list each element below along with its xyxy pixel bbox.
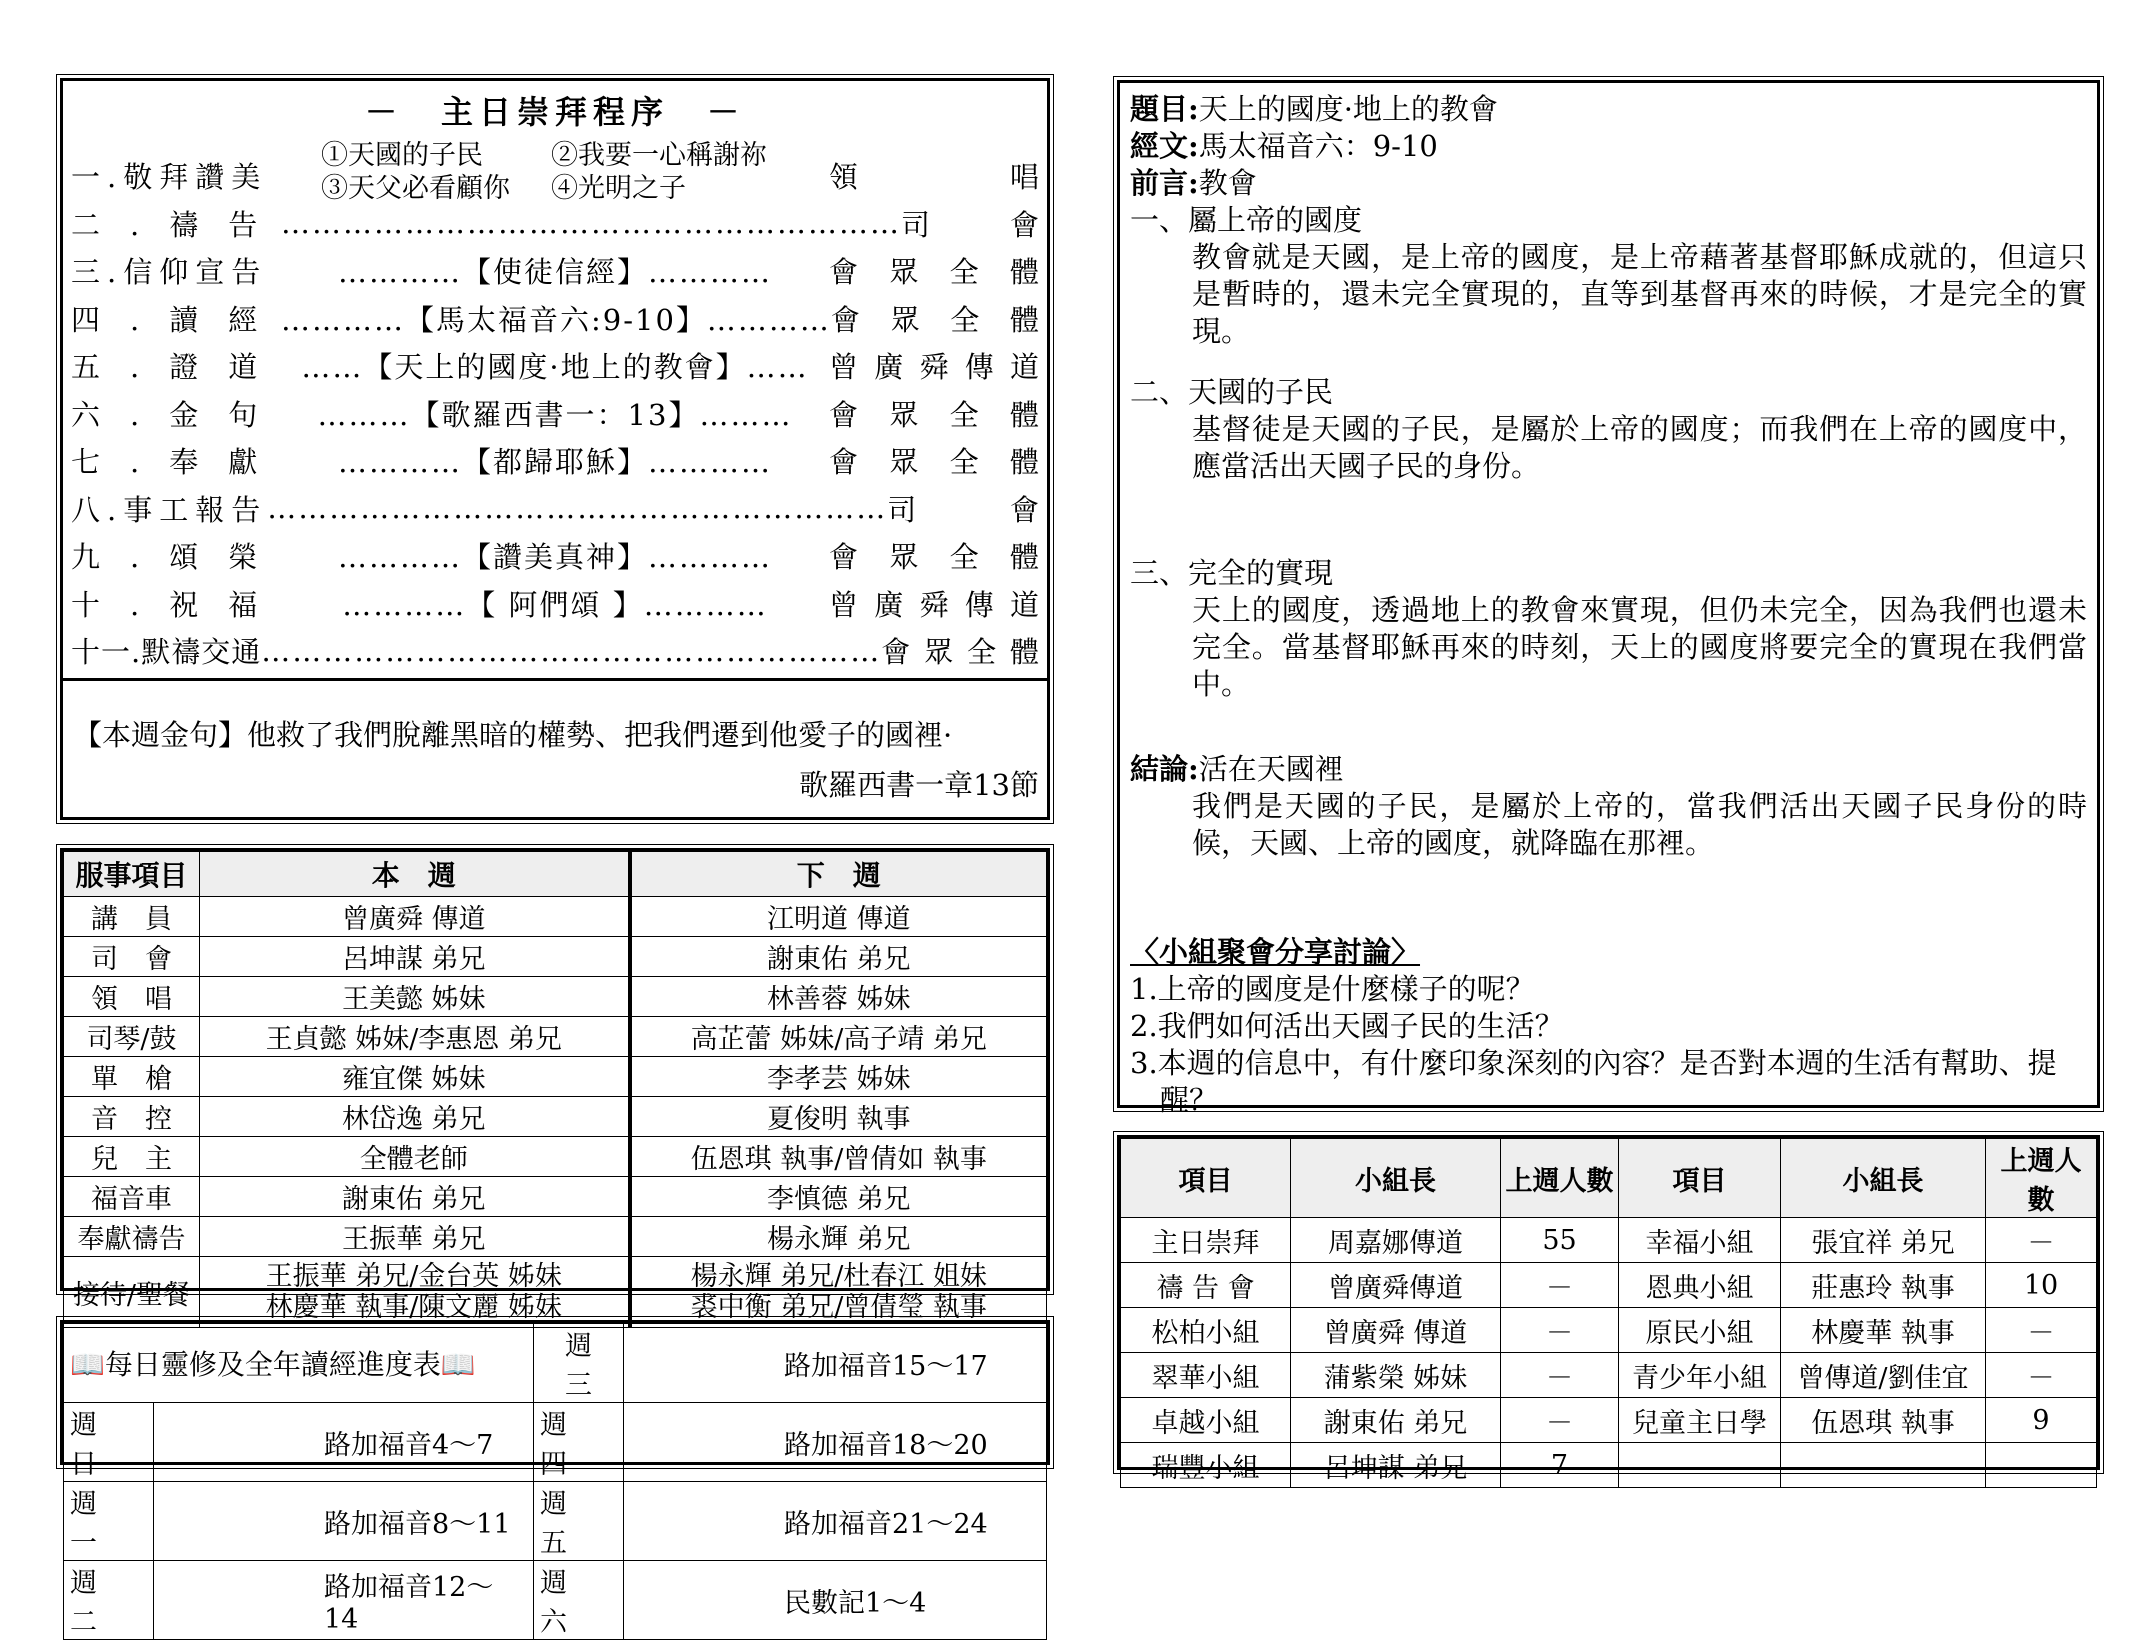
count-cell: － [1986, 1353, 2097, 1398]
table-row [64, 897, 1047, 937]
leader-cell: 曾傳道/劉佳宜 [1781, 1353, 1986, 1398]
next-week-cell: 謝東佑 弟兄 [630, 937, 1047, 977]
table-row [64, 1257, 1047, 1328]
service-roster-box [60, 848, 1050, 1323]
day-label: 週 五 [534, 1482, 624, 1561]
program-item-detail: …………【 阿們頌 】………… [342, 587, 768, 622]
section-1-body: 教會就是天國，是上帝的國度，是上帝藉著基督耶穌成就的，但這只是暫時的，還未完全實現的，直等到基督再來的時候，才是完全的實現。 [1192, 240, 2087, 348]
group-name-cell: 松柏小組 [1121, 1308, 1291, 1353]
group-name-cell: 翠華小組 [1121, 1353, 1291, 1398]
leader-cell: 伍恩琪 執事 [1781, 1398, 1986, 1443]
program-item-label: 六.金句 [71, 397, 288, 432]
this-week-cell: 曾廣舜 傳道 [200, 897, 630, 937]
program-item-detail: …………【讚美真神】………… [337, 540, 772, 574]
program-item-label: 十.祝福 [71, 587, 288, 622]
next-week-cell: 李孝芸 姊妹 [630, 1057, 1047, 1097]
worship-program-box [60, 78, 1050, 820]
leader-cell: 曾廣舜 傳道 [1291, 1308, 1501, 1353]
program-item-label: 二.禱告 [71, 207, 288, 242]
program-item [71, 250, 1039, 291]
question-3: 3.本週的信息中，有什麼印象深刻的內容？是否對本週的生活有幫助、提醒？ [1130, 1046, 2057, 1117]
count-cell: － [1986, 1218, 2097, 1263]
reading-title: 📖每日靈修及全年讀經進度表📖 [64, 1324, 534, 1403]
column-header: 項目 [1619, 1139, 1781, 1218]
column-header: 項目 [1121, 1139, 1291, 1218]
table-row [64, 1324, 1047, 1403]
question-2: 2.我們如何活出天國子民的生活？ [1130, 1009, 1564, 1043]
count-cell: － [1501, 1398, 1619, 1443]
day-label: 週 日 [64, 1403, 154, 1482]
group-name-cell: 卓越小組 [1121, 1398, 1291, 1443]
table-row [64, 1057, 1047, 1097]
program-item [71, 583, 1039, 624]
program-item-detail: …………【馬太福音六:9-10】………… [281, 302, 831, 337]
conclusion-label: 結論: [1130, 752, 1199, 786]
section-2-heading: 二、天國的子民 [1130, 375, 1334, 409]
next-week-cell: 林善蓉 姊妹 [630, 977, 1047, 1017]
scripture-text: 馬太福音六：9-10 [1198, 129, 1438, 163]
leader-cell: 謝東佑 弟兄 [1291, 1398, 1501, 1443]
program-item [71, 345, 1039, 386]
reading-text: 民數記1～4 [624, 1561, 1047, 1640]
program-title: － 主日崇拜程序 － [364, 93, 745, 131]
reading-text: 路加福音8～11 [154, 1482, 534, 1561]
small-groups-box [1117, 1135, 2100, 1484]
service-roster-table [63, 851, 1047, 1328]
program-item-label: 四.讀經 [71, 302, 288, 337]
count-cell: 10 [1986, 1263, 2097, 1308]
this-week-name: 王振華 弟兄/金台英 姊妹 [265, 1261, 562, 1292]
count-cell: － [1501, 1263, 1619, 1308]
section-1-heading: 一、屬上帝的國度 [1130, 203, 1363, 237]
conclusion-text: 活在天國裡 [1198, 752, 1344, 786]
program-item-detail: …………………………………………………… [267, 491, 888, 525]
table-row [64, 977, 1047, 1017]
column-header: 上週人數 [1501, 1139, 1619, 1218]
table-header-row [1121, 1139, 2097, 1218]
table-row [64, 1017, 1047, 1057]
reading-text: 路加福音18～20 [624, 1403, 1047, 1482]
program-item-label: 九.頌榮 [71, 540, 288, 574]
next-week-cell: 楊永輝 弟兄 [630, 1217, 1047, 1257]
table-row [1121, 1353, 2097, 1398]
leader-cell: 曾廣舜傳道 [1291, 1263, 1501, 1308]
duty-cell: 奉獻禱告 [64, 1217, 200, 1257]
count-cell: 55 [1501, 1218, 1619, 1263]
next-week-name: 裘中衡 弟兄/曾倩瑩 執事 [690, 1292, 987, 1323]
program-item-leader: 會眾全體 [829, 540, 1039, 574]
duty-cell: 領 唱 [64, 977, 200, 1017]
scripture-label: 經文: [1130, 129, 1199, 163]
intro-text: 教會 [1198, 166, 1257, 200]
small-groups-table [1120, 1138, 2097, 1488]
column-header: 小組長 [1291, 1139, 1501, 1218]
leader-cell: 呂坤謀 弟兄 [1291, 1443, 1501, 1488]
next-week-cell: 江明道 傳道 [630, 897, 1047, 937]
table-row [64, 937, 1047, 977]
golden-verse-ref: 歌羅西書一章13節 [799, 768, 1039, 802]
day-label: 週 三 [534, 1324, 624, 1403]
program-item [71, 630, 1039, 671]
program-item-leader: 司 會 [887, 492, 1039, 527]
program-item-label: 一.敬拜讚美 [71, 160, 268, 194]
program-item [71, 535, 1039, 576]
program-item-label: 五.證道 [71, 350, 288, 384]
program-item-label: 七.奉獻 [71, 445, 288, 479]
leader-cell: 張宜祥 弟兄 [1781, 1218, 1986, 1263]
table-row [64, 1177, 1047, 1217]
this-week-cell: 林岱逸 弟兄 [200, 1097, 630, 1137]
program-item-detail: …………………………………………………… [281, 206, 901, 240]
count-cell: － [1986, 1308, 2097, 1353]
column-header: 上週人數 [1986, 1139, 2097, 1218]
conclusion-body: 我們是天國的子民，是屬於上帝的，當我們活出天國子民身份的時候，天國、上帝的國度，就降臨在那裡。 [1192, 789, 2087, 860]
table-row [64, 1561, 1047, 1640]
leader-cell [1781, 1443, 1986, 1488]
table-row [64, 1217, 1047, 1257]
table-header-row [64, 852, 1047, 897]
table-row [64, 1403, 1047, 1482]
table-row [1121, 1308, 2097, 1353]
leader-cell: 林慶華 執事 [1781, 1308, 1986, 1353]
column-header: 小組長 [1781, 1139, 1986, 1218]
duty-cell: 兒 主 [64, 1137, 200, 1177]
duty-cell: 司琴/鼓 [64, 1017, 200, 1057]
reading-text: 路加福音21～24 [624, 1482, 1047, 1561]
this-week-cell: 雍宜傑 姊妹 [200, 1057, 630, 1097]
section-3-body: 天上的國度，透過地上的教會來實現，但仍未完全，因為我們也還未完全。當基督耶穌再來的時刻，天上的國度將要完全的實現在我們當中。 [1192, 593, 2087, 701]
group-name-cell: 禱 告 會 [1121, 1263, 1291, 1308]
program-item-leader: 領 唱 [829, 160, 1039, 194]
column-header: 本 週 [200, 852, 630, 897]
group-name-cell: 兒童主日學 [1619, 1398, 1781, 1443]
song-2: ②我要一心稱謝祢 [551, 140, 767, 171]
count-cell: 9 [1986, 1398, 2097, 1443]
group-discussion-title: 〈小組聚會分享討論〉 [1130, 935, 1421, 969]
this-week-cell: 全體老師 [200, 1137, 630, 1177]
count-cell: 7 [1501, 1443, 1619, 1488]
program-item-detail: …………【都歸耶穌】………… [337, 445, 772, 479]
next-week-cell: 李慎德 弟兄 [630, 1177, 1047, 1217]
program-item [71, 155, 1039, 196]
table-row [1121, 1398, 2097, 1443]
program-item [71, 393, 1039, 434]
program-item-detail: ……【天上的國度·地上的教會】…… [301, 350, 809, 384]
count-cell: － [1501, 1308, 1619, 1353]
program-item [71, 298, 1039, 339]
group-name-cell: 青少年小組 [1619, 1353, 1781, 1398]
duty-cell: 單 槍 [64, 1057, 200, 1097]
duty-cell: 司 會 [64, 937, 200, 977]
duty-cell: 講 員 [64, 897, 200, 937]
table-row [1121, 1218, 2097, 1263]
sermon-outline-box [1117, 80, 2100, 1117]
question-1: 1.上帝的國度是什麼樣子的呢？ [1130, 972, 1535, 1006]
day-label: 週 六 [534, 1561, 624, 1640]
program-item-leader: 司 會 [901, 207, 1039, 242]
column-header: 服事項目 [64, 852, 200, 897]
intro-label: 前言: [1130, 166, 1199, 200]
table-row [1121, 1263, 2097, 1308]
golden-verse: 【本週金句】他救了我們脫離黑暗的權勢、把我們遷到他愛子的國裡· [73, 718, 953, 752]
reading-text: 路加福音12～14 [154, 1561, 534, 1640]
table-row [64, 1482, 1047, 1561]
leader-cell: 蒲紫榮 姊妹 [1291, 1353, 1501, 1398]
leader-cell: 周嘉娜傳道 [1291, 1218, 1501, 1263]
this-week-cell: 呂坤謀 弟兄 [200, 937, 630, 977]
reading-schedule-box [60, 1320, 1050, 1638]
program-item [71, 440, 1039, 481]
duty-cell: 福音車 [64, 1177, 200, 1217]
song-1: ①天國的子民 [321, 140, 483, 171]
this-week-cell: 王振華 弟兄 [200, 1217, 630, 1257]
day-label: 週 二 [64, 1561, 154, 1640]
program-item [71, 488, 1039, 529]
next-week-cell [630, 1257, 1047, 1328]
reading-text: 路加福音15～17 [624, 1324, 1047, 1403]
next-week-name: 楊永輝 弟兄/杜春江 姐妹 [690, 1261, 987, 1292]
this-week-cell [200, 1257, 630, 1328]
program-item-leader: 會眾全體 [881, 635, 1039, 669]
program-item-leader: 會眾全體 [829, 255, 1039, 289]
program-divider [63, 678, 1047, 681]
this-week-name: 林慶華 執事/陳文麗 姊妹 [265, 1292, 562, 1323]
group-name-cell: 主日崇拜 [1121, 1218, 1291, 1263]
group-name-cell: 恩典小組 [1619, 1263, 1781, 1308]
program-item-label: 三.信仰宣告 [71, 255, 268, 289]
next-week-cell: 伍恩琪 執事/曾倩如 執事 [630, 1137, 1047, 1177]
program-item-leader: 會眾全體 [829, 397, 1039, 432]
section-3-heading: 三、完全的實現 [1130, 556, 1334, 590]
next-week-cell: 夏俊明 執事 [630, 1097, 1047, 1137]
program-item-label: 八.事工報告 [71, 492, 268, 527]
group-name-cell: 瑞豐小組 [1121, 1443, 1291, 1488]
this-week-cell: 王美懿 姊妹 [200, 977, 630, 1017]
sermon-topic: 天上的國度·地上的教會 [1198, 92, 1498, 126]
program-item-leader: 會眾全體 [829, 445, 1039, 479]
this-week-cell: 謝東佑 弟兄 [200, 1177, 630, 1217]
program-item-detail: …………………………………………………… [261, 633, 882, 668]
song-4: ④光明之子 [551, 173, 686, 204]
program-item [71, 203, 1039, 244]
table-row [64, 1097, 1047, 1137]
program-item-detail: …………【使徒信經】………… [337, 255, 772, 289]
next-week-cell: 高芷蕾 姊妹/高子靖 弟兄 [630, 1017, 1047, 1057]
group-name-cell: 原民小組 [1619, 1308, 1781, 1353]
reading-text: 路加福音4～7 [154, 1403, 534, 1482]
group-name-cell [1619, 1443, 1781, 1488]
table-row [64, 1137, 1047, 1177]
count-cell: － [1501, 1353, 1619, 1398]
topic-label: 題目: [1130, 92, 1199, 126]
day-label: 週 一 [64, 1482, 154, 1561]
count-cell [1986, 1443, 2097, 1488]
reading-schedule-table [63, 1323, 1047, 1640]
table-row [1121, 1443, 2097, 1488]
column-header: 下 週 [630, 852, 1047, 897]
day-label: 週 四 [534, 1403, 624, 1482]
duty-cell: 音 控 [64, 1097, 200, 1137]
group-name-cell: 幸福小組 [1619, 1218, 1781, 1263]
song-3: ③天父必看顧你 [321, 173, 510, 204]
section-2-body: 基督徒是天國的子民，是屬於上帝的國度；而我們在上帝的國度中，應當活出天國子民的身份。 [1192, 412, 2087, 483]
leader-cell: 莊惠玲 執事 [1781, 1263, 1986, 1308]
program-item-detail: ………【歌羅西書一：13】……… [317, 397, 793, 432]
program-item-leader: 曾廣舜傳道 [829, 350, 1039, 384]
this-week-cell: 王貞懿 姊妹/李惠恩 弟兄 [200, 1017, 630, 1057]
program-item-leader: 曾廣舜傳道 [829, 587, 1039, 622]
program-item-label: 十一.默禱交通 [71, 635, 262, 669]
program-item-leader: 會眾全體 [830, 302, 1039, 337]
duty-cell: 接待/聖餐 [64, 1257, 200, 1328]
